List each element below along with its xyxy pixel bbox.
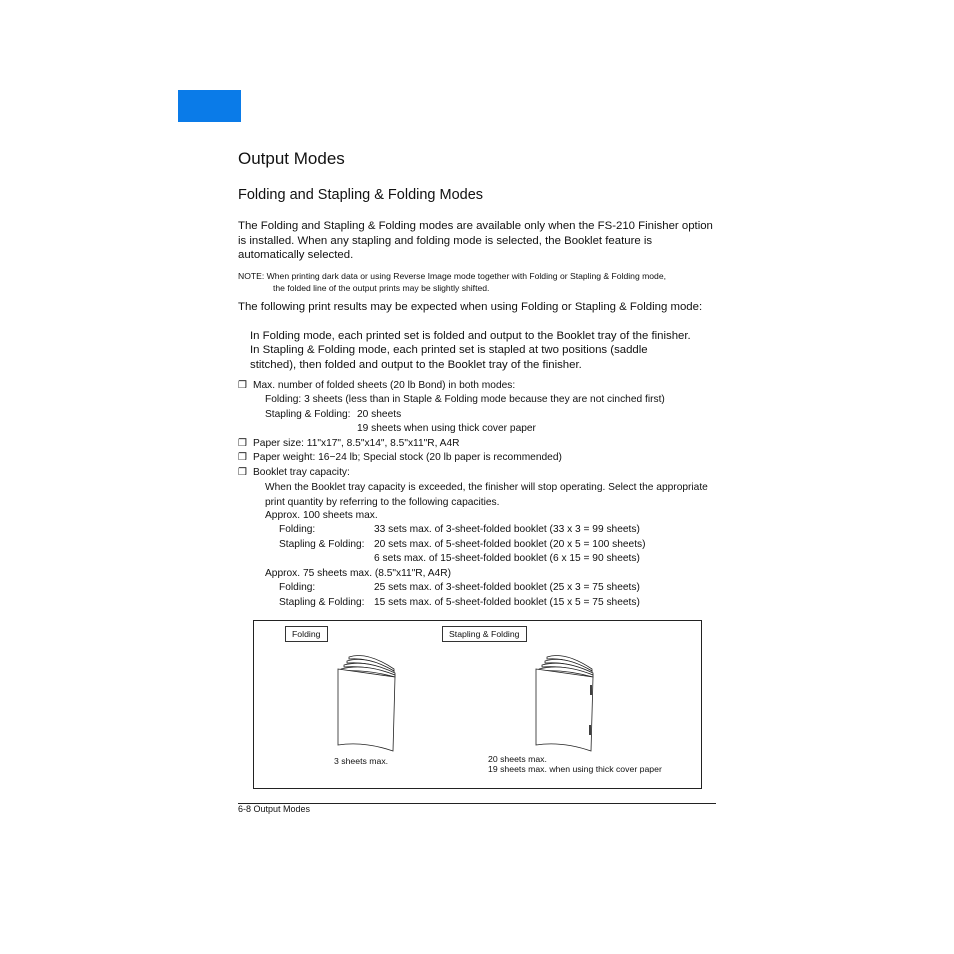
cap100-value-1: 20 sets max. of 5-sheet-folded booklet (20 x 5 = 100 sheets) <box>374 539 646 550</box>
approx-75-heading: Approx. 75 sheets max. (8.5"x11"R, A4R) <box>265 568 451 579</box>
cap100-label-0: Folding: <box>279 524 316 535</box>
note-line-2: the folded line of the output prints may be slightly shifted. <box>273 283 490 293</box>
chapter-tab-marker <box>178 90 241 122</box>
cap75-value-0: 25 sets max. of 3-sheet-folded booklet (25 x 3 = 75 sheets) <box>374 582 640 593</box>
cap75-label-0: Folding: <box>279 582 316 593</box>
checkbox-icon: ❒ <box>238 467 247 478</box>
max-stapling-value: 20 sheets <box>357 409 402 420</box>
page-footer: 6-8 Output Modes <box>238 804 311 814</box>
bullet-tray-capacity: Booklet tray capacity: <box>253 467 350 478</box>
bullet-paper-size: Paper size: 11"x17", 8.5"x14", 8.5"x11"R, A4R <box>253 438 460 449</box>
tray-capacity-text: When the Booklet tray capacity is exceeded, the finisher will stop operating. Select the appropriate print quantity by referring to the following capacities. <box>265 482 708 508</box>
note-line-1: NOTE: When printing dark data or using Reverse Image mode together with Folding or Stapling & Folding mode, <box>238 271 666 281</box>
max-stapling-thick: 19 sheets when using thick cover paper <box>357 423 536 434</box>
page-title: Output Modes <box>238 149 345 168</box>
max-folding-line: Folding: 3 sheets (less than in Staple & Folding mode because they are not cinched first) <box>265 394 665 405</box>
checkbox-icon: ❒ <box>238 452 247 463</box>
cap75-value-1: 15 sets max. of 5-sheet-folded booklet (15 x 5 = 75 sheets) <box>374 597 640 608</box>
booklet-diagram <box>253 620 702 789</box>
stapling-caption-2: 19 sheets max. when using thick cover paper <box>488 764 662 774</box>
results-folding: In Folding mode, each printed set is folded and output to the Booklet tray of the finisher. <box>250 330 691 342</box>
folded-booklet-icon <box>332 645 402 755</box>
cap100-value-0: 33 sets max. of 3-sheet-folded booklet (33 x 3 = 99 sheets) <box>374 524 640 535</box>
approx-100-heading: Approx. 100 sheets max. <box>265 510 378 521</box>
bullet-paper-weight: Paper weight: 16−24 lb; Special stock (20 lb paper is recommended) <box>253 452 562 463</box>
checkbox-icon: ❒ <box>238 380 247 391</box>
bullet-max-sheets: Max. number of folded sheets (20 lb Bond) in both modes: <box>253 380 516 391</box>
checkbox-icon: ❒ <box>238 438 247 449</box>
cap100-label-1: Stapling & Folding: <box>279 539 365 550</box>
intro-paragraph: The Folding and Stapling & Folding modes are available only when the FS-210 Finisher option is installed. When any stapling and folding mode is selected, the Booklet feature is automatically selected. <box>238 220 713 261</box>
results-stapling: In Stapling & Folding mode, each printed set is stapled at two positions (saddle stitched), then folded and output to the Booklet tray of the finisher. <box>250 344 648 371</box>
results-lead: The following print results may be expected when using Folding or Stapling & Folding mode: <box>238 301 703 313</box>
stapling-label-box: Stapling & Folding <box>442 626 527 642</box>
folding-label-box: Folding <box>285 626 328 642</box>
stapled-booklet-icon <box>530 645 600 755</box>
section-heading: Folding and Stapling & Folding Modes <box>238 187 484 203</box>
cap100-value-2: 6 sets max. of 15-sheet-folded booklet (6 x 15 = 90 sheets) <box>374 553 640 564</box>
cap75-label-1: Stapling & Folding: <box>279 597 365 608</box>
stapling-caption-1: 20 sheets max. <box>488 754 547 764</box>
max-stapling-label: Stapling & Folding: <box>265 409 351 420</box>
folding-caption: 3 sheets max. <box>334 756 389 766</box>
